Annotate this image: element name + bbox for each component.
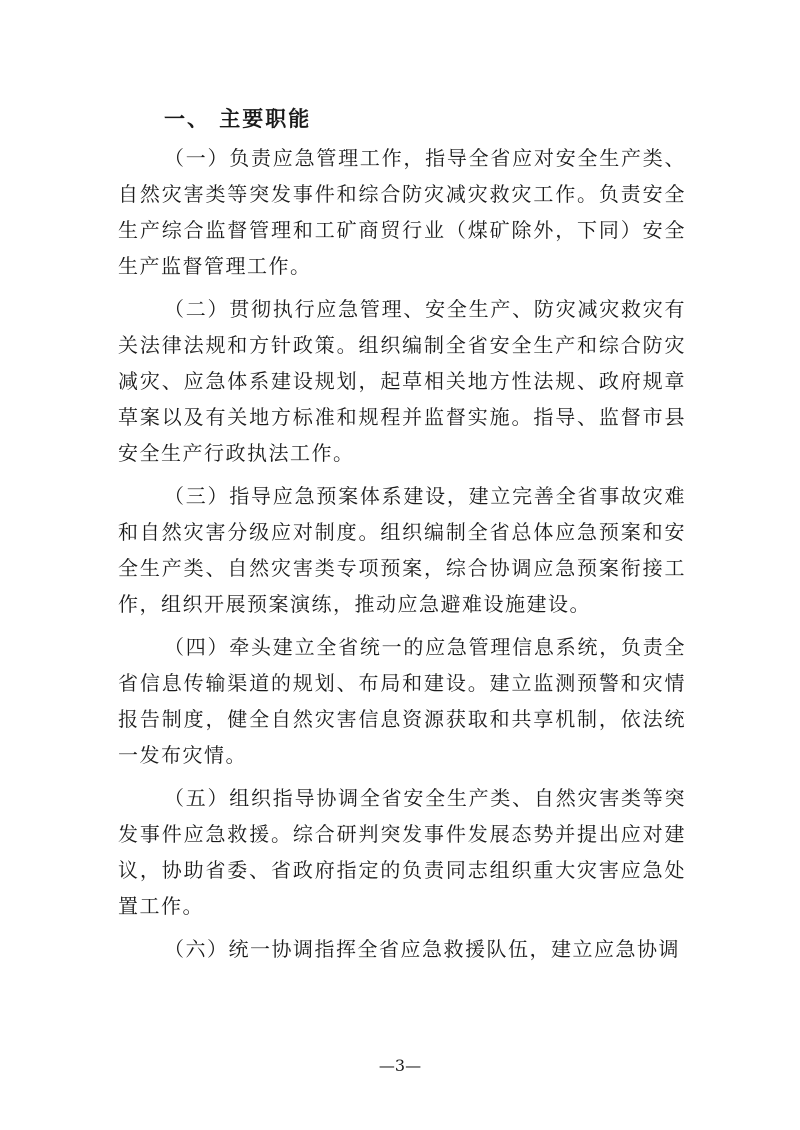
paragraph-2: （二）贯彻执行应急管理、安全生产、防灾减灾救灾有关法律法规和方针政策。组织编制全省安全生产和综合防灾减灾、应急体系建设规划，起草相关地方性法规、政府规章草案以及有关地方标准和规程并监督实施。指导、监督市县安全生产行政执法工作。 xyxy=(118,297,686,465)
section-heading: 一、 主要职能 xyxy=(164,107,312,131)
paragraph-5: （五）组织指导协调全省安全生产类、自然灾害类等突发事件应急救援。综合研判突发事件发展态势并提出应对建议，协助省委、省政府指定的负责同志组织重大灾害应急处置工作。 xyxy=(118,786,686,918)
page-number: —3— xyxy=(378,1056,422,1075)
document-body xyxy=(118,104,686,974)
paragraph-3: （三）指导应急预案体系建设，建立完善全省事故灾难和自然灾害分级应对制度。组织编制全省总体应急预案和安全生产类、自然灾害类专项预案，综合协调应急预案衔接工作，组织开展预案演练，推动应急避难设施建设。 xyxy=(118,484,686,616)
paragraph-4: （四）牵头建立全省统一的应急管理信息系统，负责全省信息传输渠道的规划、布局和建设。建立监测预警和灾情报告制度，健全自然灾害信息资源获取和共享机制，依法统一发布灾情。 xyxy=(118,635,686,767)
paragraph-1: （一）负责应急管理工作，指导全省应对安全生产类、自然灾害类等突发事件和综合防灾减灾救灾工作。负责安全生产综合监督管理和工矿商贸行业（煤矿除外，下同）安全生产监督管理工作。 xyxy=(118,146,686,278)
paragraph-6: （六）统一协调指挥全省应急救援队伍，建立应急协调 xyxy=(164,937,680,961)
